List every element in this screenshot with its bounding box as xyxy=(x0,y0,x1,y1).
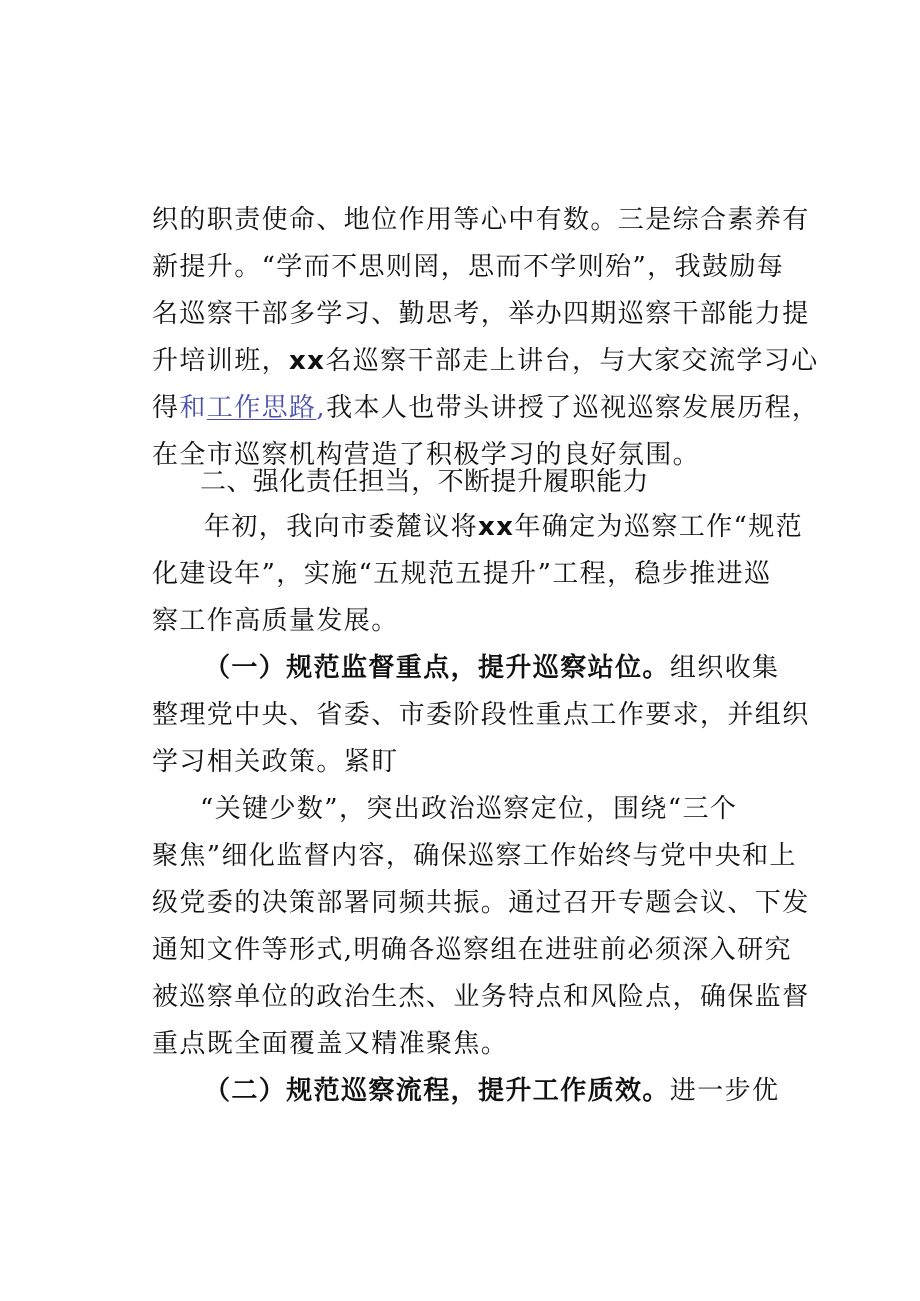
paragraph-3-line-2: 聚焦”细化监督内容，确保巡察工作始终与党中央和上 xyxy=(152,841,797,871)
placeholder-xx: xx xyxy=(478,512,515,542)
link-prefix-text: 和 xyxy=(179,393,207,423)
subsection-1-line-3: 学习相关政策。紧盯 xyxy=(152,747,399,777)
paragraph-2-line-1 xyxy=(204,510,834,544)
paragraph-3-line-1: “关键少数”，突出政治巡察定位，围绕“三个 xyxy=(200,794,738,824)
subsection-1-line-1 xyxy=(204,651,834,685)
link-comma: , xyxy=(316,393,327,423)
text-segment: 年初，我向市委麓议将 xyxy=(204,512,479,542)
placeholder-xx: xx xyxy=(289,346,326,376)
paragraph-3-line-4: 通知文件等形式,明确各巡察组在进驻前必须深入研究 xyxy=(152,935,792,965)
text-segment: 得 xyxy=(152,393,180,423)
subsection-2-title: （二）规范巡察流程，提升工作质效。 xyxy=(204,1076,670,1106)
paragraph-3-line-6: 重点既全面覆盖又精准聚焦。 xyxy=(152,1029,509,1059)
paragraph-2-line-2: 化建设年”，实施“五规范五提升”工程，稳步推进巡 xyxy=(152,559,772,589)
subsection-1-title: （一）规范监督重点，提升巡察站位。 xyxy=(204,653,670,683)
paragraph-3-line-5: 被巡察单位的政治生杰、业务特点和风险点，确保监督 xyxy=(152,982,810,1012)
paragraph-1-line-1: 织的职责使命、地位作用等心中有数。三是综合素养有 xyxy=(152,205,810,235)
paragraph-1-line-5 xyxy=(152,391,820,425)
paragraph-2-line-3: 察工作高质量发展。 xyxy=(152,606,399,636)
text-segment: 名巡察干部走上讲台，与大家交流学习心 xyxy=(325,346,819,376)
text-segment: 组织收集 xyxy=(669,653,780,683)
paragraph-1-line-4 xyxy=(152,344,819,378)
paragraph-3-line-3: 级党委的决策部署同频共振。通过召开专题会议、下发 xyxy=(152,888,810,918)
text-segment: 年确定为巡察工作“规范 xyxy=(514,512,804,542)
paragraph-1-line-3: 名巡察干部多学习、勤思考，举办四期巡察干部能力提 xyxy=(152,299,810,329)
text-segment: 进一步优 xyxy=(669,1076,780,1106)
paragraph-1-line-2: 新提升。“学而不思则罔，思而不学则殆”，我鼓励每 xyxy=(152,252,785,282)
hyperlink-work-ideas[interactable]: 工作思路 xyxy=(206,393,317,423)
subsection-2-line-1 xyxy=(204,1074,834,1108)
text-segment: 我本人也带头讲授了巡视巡察发展历程， xyxy=(326,393,820,423)
text-segment: 升培训班， xyxy=(152,346,290,376)
subsection-1-line-2: 整理党中央、省委、市委阶段性重点工作要求，并组织 xyxy=(152,700,810,730)
section-heading: 二、强化责任担当，不断提升履职能力 xyxy=(200,467,649,497)
paragraph-1-line-6: 在全市巡察机构营造了积极学习的良好氛围。 xyxy=(152,440,701,470)
